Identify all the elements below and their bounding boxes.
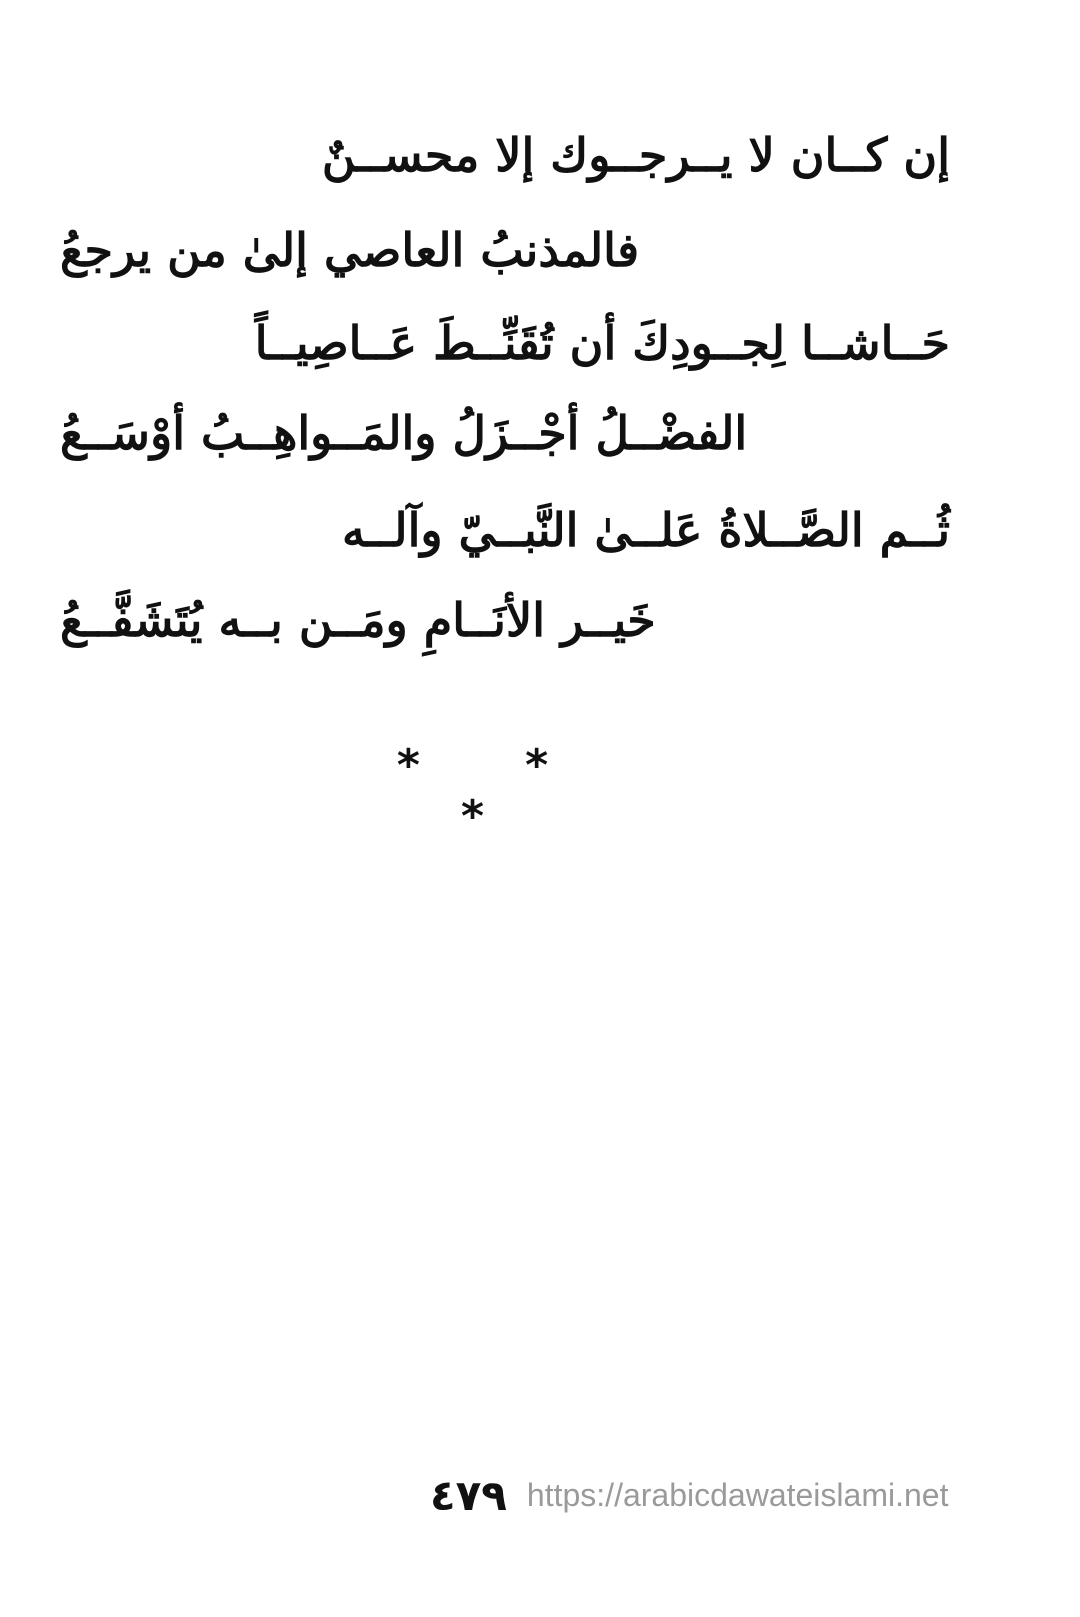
verse-line-5: ثُــم الصَّــلاةُ عَلــىٰ النَّبــيّ وآلــه xyxy=(341,503,950,557)
verse-line-2: فالمذنبُ العاصي إلىٰ من يرجعُ xyxy=(60,223,640,277)
page-number: ٤٧٩ xyxy=(430,1470,507,1520)
verse-line-6: خَيــر الأنَــامِ ومَــن بــه يُتَشَفَّــعُ xyxy=(60,593,656,647)
verse-line-3: حَــاشــا لِجــودِكَ أن تُقَنِّــطَ عَــاصِيــاً xyxy=(254,316,950,370)
verse-line-1: إن كــان لا يــرجــوك إلا محســنٌ xyxy=(321,128,950,182)
watermark-url: https://arabicdawateislami.net xyxy=(526,1476,949,1513)
verse-line-4: الفضْــلُ أجْــزَلُ والمَــواهِــبُ أوْسَــعُ xyxy=(60,406,748,460)
section-separator: * * * xyxy=(396,740,594,842)
page-footer xyxy=(430,1468,948,1522)
